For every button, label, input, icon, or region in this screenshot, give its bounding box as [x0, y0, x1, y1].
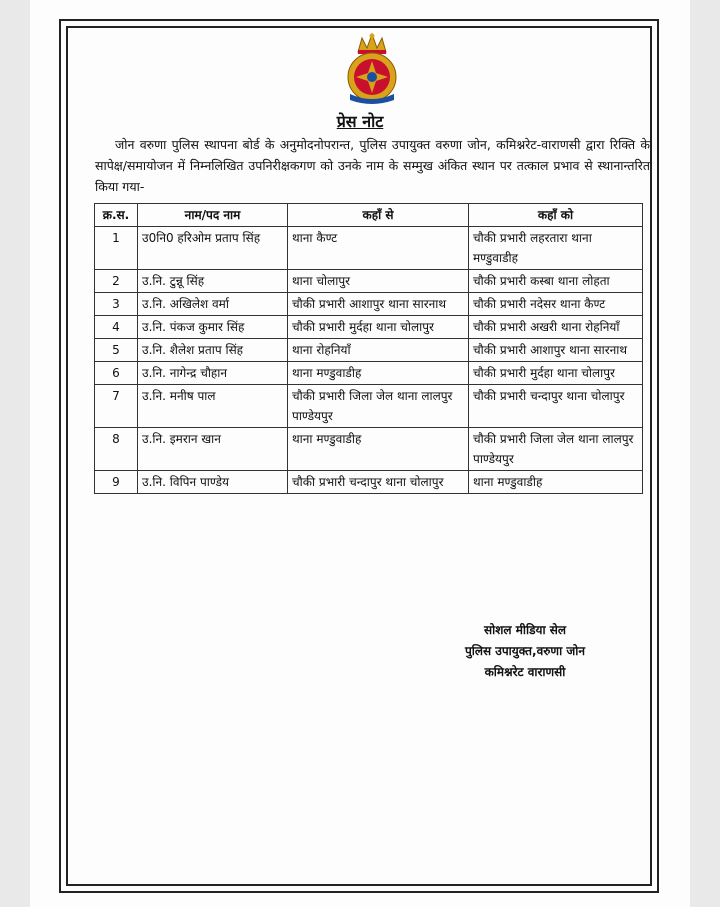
cell-to: थाना मण्डुवाडीह — [469, 471, 643, 494]
press-note-title — [0, 110, 720, 132]
cell-sn: 6 — [95, 362, 138, 385]
cell-to: चौकी प्रभारी लहरतारा थाना मण्डुवाडीह — [469, 227, 643, 270]
intro-paragraph-text: जोन वरुणा पुलिस स्थापना बोर्ड के अनुमोदनोपरान्त, पुलिस उपायुक्त वरुणा जोन, कमिश्नरेट-वाराणसी द्वारा रिक्ति के सापेक्ष/समायोजन में निम्नलिखित उपनिरीक्षकगण को उनके नाम के सम्मुख अंकित स्थान पर तत्काल प्रभाव से स्थानान्तरित किया गया- — [95, 137, 650, 194]
cell-name: उ.नि. नागेन्द्र चौहान — [138, 362, 288, 385]
up-police-emblem-icon — [334, 30, 410, 106]
table-row — [95, 293, 643, 316]
cell-sn: 5 — [95, 339, 138, 362]
cell-sn: 2 — [95, 270, 138, 293]
cell-from: थाना चोलापुर — [288, 270, 469, 293]
table-row — [95, 428, 643, 471]
table-row — [95, 339, 643, 362]
cell-to: चौकी प्रभारी मुर्दहा थाना चोलापुर — [469, 362, 643, 385]
table-row — [95, 471, 643, 494]
header-to: कहाँ को — [469, 204, 643, 227]
cell-to: चौकी प्रभारी नदेसर थाना कैण्ट — [469, 293, 643, 316]
cell-from: चौकी प्रभारी जिला जेल थाना लालपुर पाण्डेयपुर — [288, 385, 469, 428]
header-from: कहाँ से — [288, 204, 469, 227]
cell-sn: 1 — [95, 227, 138, 270]
cell-from: थाना कैण्ट — [288, 227, 469, 270]
cell-from: थाना मण्डुवाडीह — [288, 362, 469, 385]
cell-name: उ.नि. टुन्नू सिंह — [138, 270, 288, 293]
table-row — [95, 362, 643, 385]
cell-from: चौकी प्रभारी चन्दापुर थाना चोलापुर — [288, 471, 469, 494]
cell-to: चौकी प्रभारी आशापुर थाना सारनाथ — [469, 339, 643, 362]
cell-name: उ.नि. इमरान खान — [138, 428, 288, 471]
intro-paragraph — [95, 134, 650, 197]
signature-block — [440, 620, 610, 683]
cell-from: चौकी प्रभारी मुर्दहा थाना चोलापुर — [288, 316, 469, 339]
cell-sn: 4 — [95, 316, 138, 339]
header-sn: क्र.स. — [95, 204, 138, 227]
cell-name: उ.नि. मनीष पाल — [138, 385, 288, 428]
cell-from: थाना मण्डुवाडीह — [288, 428, 469, 471]
signature-line-1: सोशल मीडिया सेल — [484, 623, 566, 637]
signature-line-2: पुलिस उपायुक्त,वरुणा जोन — [464, 644, 586, 658]
signature-line-3: कमिश्नरेट वाराणसी — [484, 665, 566, 679]
cell-sn: 7 — [95, 385, 138, 428]
cell-sn: 8 — [95, 428, 138, 471]
table-row — [95, 227, 643, 270]
cell-name: उ.नि. विपिन पाण्डेय — [138, 471, 288, 494]
cell-from: थाना रोहनियाँ — [288, 339, 469, 362]
table-row — [95, 385, 643, 428]
press-note-title-text: प्रेस नोट — [336, 112, 384, 131]
cell-sn: 9 — [95, 471, 138, 494]
cell-name: उ.नि. अखिलेश वर्मा — [138, 293, 288, 316]
cell-name: उ.नि. पंकज कुमार सिंह — [138, 316, 288, 339]
cell-sn: 3 — [95, 293, 138, 316]
cell-name: उ0नि0 हरिओम प्रताप सिंह — [138, 227, 288, 270]
table-row — [95, 316, 643, 339]
cell-to: चौकी प्रभारी अखरी थाना रोहनियाँ — [469, 316, 643, 339]
table-header-row — [95, 204, 643, 227]
cell-to: चौकी प्रभारी कस्बा थाना लोहता — [469, 270, 643, 293]
header-name: नाम/पद नाम — [138, 204, 288, 227]
cell-name: उ.नि. शैलेश प्रताप सिंह — [138, 339, 288, 362]
transfer-table — [94, 203, 643, 494]
cell-to: चौकी प्रभारी चन्दापुर थाना चोलापुर — [469, 385, 643, 428]
cell-from: चौकी प्रभारी आशापुर थाना सारनाथ — [288, 293, 469, 316]
cell-to: चौकी प्रभारी जिला जेल थाना लालपुर पाण्डेयपुर — [469, 428, 643, 471]
table-row — [95, 270, 643, 293]
